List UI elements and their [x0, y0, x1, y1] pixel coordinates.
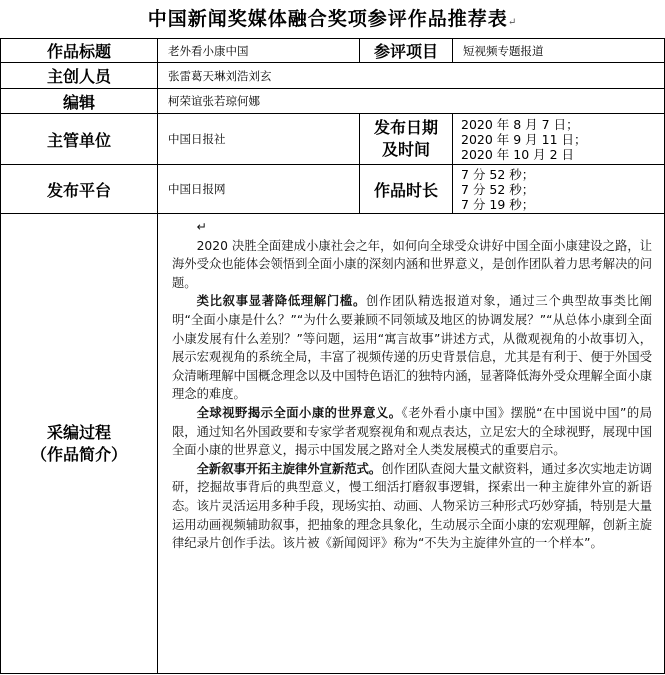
row-unit-date	[1, 114, 665, 165]
row-editors	[1, 89, 665, 114]
publish-date-1: 2020 年 8 月 7 日；	[461, 116, 579, 132]
creators-value: 张雷葛天琳刘浩刘玄	[158, 63, 665, 89]
intro-paragraph-3-heading: 全球视野揭示全面小康的世界意义。	[196, 405, 402, 420]
platform-value: 中国日报网	[158, 165, 360, 214]
work-title-value: 老外看小康中国	[158, 39, 360, 63]
intro-paragraph-4-body: 创作团队查阅大量文献资料，通过多次实地走访调研，挖掘故事背后的典型意义，慢工细活打磨叙事逻辑，探索出一种主旋律外宣的新语态。该片灵活运用多种手段，现场实拍、动画、人物采访三种形式巧妙穿插，特别是大量运用动画视频辅助叙事，把抽象的理念具象化，生动展示全面小康的宏观理解，创新主旋律纪录片创作手法。该片被《新闻阅评》称为“不失为主旋律外宣的一个样本”。	[172, 461, 652, 551]
intro-paragraph-3	[172, 404, 652, 460]
publish-date-values	[453, 114, 665, 165]
row-platform-duration	[1, 165, 665, 214]
intro-content	[158, 214, 665, 674]
intro-paragraph-2-heading: 类比叙事显著降低理解门槛。	[196, 294, 367, 309]
row-work-title	[1, 39, 665, 63]
recommendation-form-table	[0, 38, 665, 674]
intro-label-line2: （作品简介）	[30, 444, 127, 464]
publish-date-label	[360, 114, 453, 165]
editors-label: 编辑	[1, 89, 158, 114]
creators-label: 主创人员	[1, 63, 158, 89]
duration-2: 7 分 52 秒；	[461, 181, 535, 197]
row-intro	[1, 214, 665, 674]
unit-value: 中国日报社	[158, 114, 360, 165]
publish-date-label-line1: 发布日期	[373, 118, 438, 137]
intro-paragraph-4	[172, 460, 652, 553]
intro-return-mark: ↵	[196, 220, 207, 234]
intro-label-line1: 采编过程	[46, 422, 111, 442]
duration-3: 7 分 19 秒；	[461, 196, 535, 212]
duration-1: 7 分 52 秒；	[461, 166, 535, 182]
row-creators	[1, 63, 665, 89]
editors-value: 柯荣谊张若琼何娜	[158, 89, 665, 114]
work-title-label: 作品标题	[1, 39, 158, 63]
intro-paragraph-2-body: 创作团队精选报道对象，通过三个典型故事类比阐明“全面小康是什么？”“为什么要兼顾不同领域及地区的协调发展？”“从总体小康到全面小康发展有什么差别？”等问题，运用“寓言故事”讲述方式，从微观视角的小故事切入，展示宏观视角的系统全局，丰富了视频传递的历史背景信息，尤其是有利于、便于外国受众清晰理解中国概念理念以及中国特色语汇的独特内涵，显著降低海外受众理解全面小康理念的难度。	[172, 294, 652, 402]
publish-date-label-line2: 及时间	[381, 140, 430, 159]
intro-paragraph-1: 2020 决胜全面建成小康社会之年，如何向全球受众讲好中国全面小康建设之路，让海外受众也能体会领悟到全面小康的深刻内涵和世界意义，是创作团队着力思考解决的问题。	[172, 238, 652, 290]
intro-paragraph-4-heading: 全新叙事开拓主旋律外宣新范式。	[196, 461, 382, 476]
duration-values	[453, 165, 665, 214]
intro-label	[1, 214, 158, 674]
unit-label: 主管单位	[1, 114, 158, 165]
duration-label: 作品时长	[360, 165, 453, 214]
category-label: 参评项目	[360, 39, 453, 63]
return-mark: ↵	[507, 17, 518, 28]
page-title: 中国新闻奖媒体融合奖项参评作品推荐表↵	[147, 8, 518, 30]
publish-date-2: 2020 年 9 月 11 日；	[461, 131, 587, 147]
intro-paragraph-3-body: 《老外看小康中国》摆脱“在中国说中国”的局限，通过知名外国政要和专家学者观察视角和观点表达，立足宏大的全球视野，展现中国全面小康的世界意义，揭示中国发展之路对全人类发展模式的重要启示。	[172, 405, 652, 458]
publish-date-3: 2020 年 10 月 2 日	[461, 146, 575, 162]
category-value: 短视频专题报道	[453, 39, 665, 63]
intro-paragraph-2	[172, 292, 652, 404]
platform-label: 发布平台	[1, 165, 158, 214]
